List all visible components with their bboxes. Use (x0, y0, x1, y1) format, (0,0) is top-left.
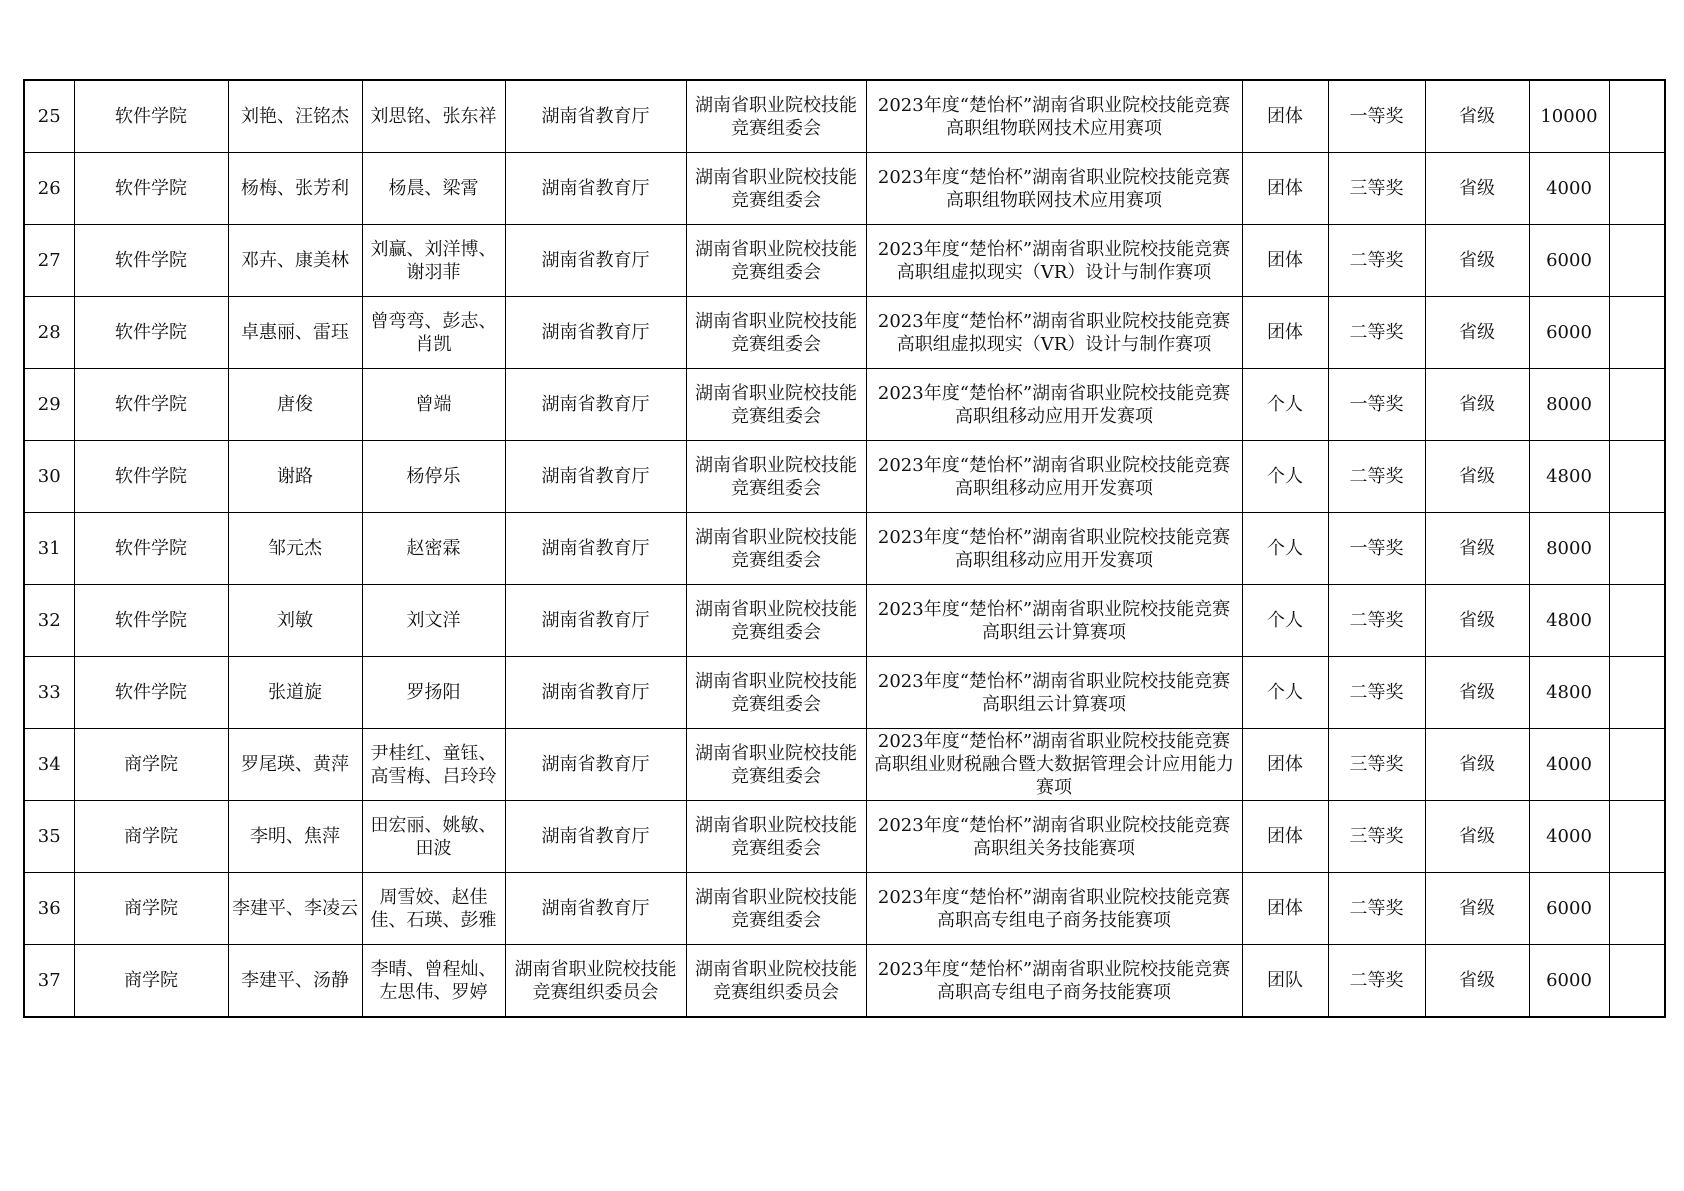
organizer-cell: 湖南省职业院校技能竞赛组织委员会 (686, 945, 866, 1018)
organizer-cell: 湖南省职业院校技能竞赛组委会 (686, 153, 866, 225)
issuer-cell: 湖南省教育厅 (505, 585, 686, 657)
organizer-cell: 湖南省职业院校技能竞赛组委会 (686, 729, 866, 801)
table-row (24, 225, 1665, 297)
issuer-cell: 湖南省教育厅 (505, 513, 686, 585)
row-number-cell: 28 (24, 297, 74, 369)
note-cell (1609, 153, 1665, 225)
organizer-cell: 湖南省职业院校技能竞赛组委会 (686, 225, 866, 297)
note-cell (1609, 80, 1665, 153)
amount-cell: 6000 (1529, 945, 1609, 1018)
table-row (24, 441, 1665, 513)
row-number-cell: 33 (24, 657, 74, 729)
amount-cell: 8000 (1529, 513, 1609, 585)
level-cell: 省级 (1425, 657, 1529, 729)
college-cell: 软件学院 (74, 657, 228, 729)
organizer-cell: 湖南省职业院校技能竞赛组委会 (686, 657, 866, 729)
type-cell: 团体 (1242, 153, 1328, 225)
teachers-cell: 张道旋 (228, 657, 362, 729)
students-cell: 尹桂红、童钰、高雪梅、吕玲玲 (362, 729, 505, 801)
college-cell: 商学院 (74, 801, 228, 873)
organizer-cell: 湖南省职业院校技能竞赛组委会 (686, 369, 866, 441)
type-cell: 个人 (1242, 441, 1328, 513)
issuer-cell: 湖南省教育厅 (505, 297, 686, 369)
competition-cell: 2023年度“楚怡杯”湖南省职业院校技能竞赛高职组云计算赛项 (866, 657, 1242, 729)
college-cell: 软件学院 (74, 80, 228, 153)
teachers-cell: 李建平、汤静 (228, 945, 362, 1018)
students-cell: 李晴、曾程灿、左思伟、罗婷 (362, 945, 505, 1018)
type-cell: 个人 (1242, 369, 1328, 441)
award-cell: 二等奖 (1328, 441, 1425, 513)
organizer-cell: 湖南省职业院校技能竞赛组委会 (686, 585, 866, 657)
level-cell: 省级 (1425, 153, 1529, 225)
issuer-cell: 湖南省教育厅 (505, 801, 686, 873)
level-cell: 省级 (1425, 369, 1529, 441)
students-cell: 杨停乐 (362, 441, 505, 513)
table-row (24, 513, 1665, 585)
note-cell (1609, 657, 1665, 729)
level-cell: 省级 (1425, 801, 1529, 873)
type-cell: 个人 (1242, 657, 1328, 729)
row-number-cell: 30 (24, 441, 74, 513)
teachers-cell: 唐俊 (228, 369, 362, 441)
students-cell: 刘文洋 (362, 585, 505, 657)
teachers-cell: 刘敏 (228, 585, 362, 657)
students-cell: 刘思铭、张东祥 (362, 80, 505, 153)
competition-cell: 2023年度“楚怡杯”湖南省职业院校技能竞赛高职组虚拟现实（VR）设计与制作赛项 (866, 225, 1242, 297)
type-cell: 团体 (1242, 225, 1328, 297)
level-cell: 省级 (1425, 729, 1529, 801)
teachers-cell: 卓惠丽、雷珏 (228, 297, 362, 369)
awards-table (23, 79, 1666, 1018)
award-cell: 三等奖 (1328, 729, 1425, 801)
row-number-cell: 25 (24, 80, 74, 153)
award-cell: 三等奖 (1328, 153, 1425, 225)
table-row (24, 729, 1665, 801)
amount-cell: 4800 (1529, 441, 1609, 513)
amount-cell: 6000 (1529, 873, 1609, 945)
amount-cell: 4000 (1529, 729, 1609, 801)
teachers-cell: 李明、焦萍 (228, 801, 362, 873)
students-cell: 田宏丽、姚敏、田波 (362, 801, 505, 873)
award-cell: 二等奖 (1328, 657, 1425, 729)
issuer-cell: 湖南省教育厅 (505, 441, 686, 513)
note-cell (1609, 369, 1665, 441)
row-number-cell: 37 (24, 945, 74, 1018)
note-cell (1609, 873, 1665, 945)
award-cell: 二等奖 (1328, 873, 1425, 945)
competition-cell: 2023年度“楚怡杯”湖南省职业院校技能竞赛高职组移动应用开发赛项 (866, 513, 1242, 585)
amount-cell: 4800 (1529, 657, 1609, 729)
issuer-cell: 湖南省教育厅 (505, 225, 686, 297)
students-cell: 周雪姣、赵佳佳、石瑛、彭雅 (362, 873, 505, 945)
award-cell: 一等奖 (1328, 369, 1425, 441)
level-cell: 省级 (1425, 297, 1529, 369)
row-number-cell: 27 (24, 225, 74, 297)
level-cell: 省级 (1425, 513, 1529, 585)
competition-cell: 2023年度“楚怡杯”湖南省职业院校技能竞赛高职组移动应用开发赛项 (866, 441, 1242, 513)
row-number-cell: 32 (24, 585, 74, 657)
award-cell: 一等奖 (1328, 80, 1425, 153)
level-cell: 省级 (1425, 225, 1529, 297)
competition-cell: 2023年度“楚怡杯”湖南省职业院校技能竞赛高职高专组电子商务技能赛项 (866, 945, 1242, 1018)
table-row (24, 153, 1665, 225)
teachers-cell: 谢路 (228, 441, 362, 513)
students-cell: 赵密霖 (362, 513, 505, 585)
issuer-cell: 湖南省教育厅 (505, 369, 686, 441)
competition-cell: 2023年度“楚怡杯”湖南省职业院校技能竞赛高职组虚拟现实（VR）设计与制作赛项 (866, 297, 1242, 369)
level-cell: 省级 (1425, 945, 1529, 1018)
competition-cell: 2023年度“楚怡杯”湖南省职业院校技能竞赛高职组物联网技术应用赛项 (866, 153, 1242, 225)
row-number-cell: 26 (24, 153, 74, 225)
college-cell: 软件学院 (74, 225, 228, 297)
teachers-cell: 李建平、李凌云 (228, 873, 362, 945)
note-cell (1609, 441, 1665, 513)
students-cell: 刘赢、刘洋博、谢羽菲 (362, 225, 505, 297)
table-row (24, 297, 1665, 369)
note-cell (1609, 585, 1665, 657)
note-cell (1609, 225, 1665, 297)
teachers-cell: 罗尾瑛、黄萍 (228, 729, 362, 801)
type-cell: 团体 (1242, 729, 1328, 801)
table-row (24, 945, 1665, 1018)
note-cell (1609, 513, 1665, 585)
award-cell: 二等奖 (1328, 585, 1425, 657)
type-cell: 团体 (1242, 80, 1328, 153)
organizer-cell: 湖南省职业院校技能竞赛组委会 (686, 513, 866, 585)
table-row (24, 657, 1665, 729)
organizer-cell: 湖南省职业院校技能竞赛组委会 (686, 873, 866, 945)
competition-cell: 2023年度“楚怡杯”湖南省职业院校技能竞赛高职组物联网技术应用赛项 (866, 80, 1242, 153)
issuer-cell: 湖南省教育厅 (505, 729, 686, 801)
college-cell: 软件学院 (74, 585, 228, 657)
college-cell: 软件学院 (74, 153, 228, 225)
type-cell: 个人 (1242, 513, 1328, 585)
amount-cell: 4000 (1529, 801, 1609, 873)
organizer-cell: 湖南省职业院校技能竞赛组委会 (686, 297, 866, 369)
note-cell (1609, 945, 1665, 1018)
college-cell: 软件学院 (74, 441, 228, 513)
competition-cell: 2023年度“楚怡杯”湖南省职业院校技能竞赛高职组移动应用开发赛项 (866, 369, 1242, 441)
teachers-cell: 邓卉、康美林 (228, 225, 362, 297)
type-cell: 团体 (1242, 297, 1328, 369)
issuer-cell: 湖南省教育厅 (505, 153, 686, 225)
type-cell: 个人 (1242, 585, 1328, 657)
award-cell: 二等奖 (1328, 225, 1425, 297)
table-row (24, 80, 1665, 153)
college-cell: 商学院 (74, 729, 228, 801)
organizer-cell: 湖南省职业院校技能竞赛组委会 (686, 801, 866, 873)
row-number-cell: 34 (24, 729, 74, 801)
amount-cell: 8000 (1529, 369, 1609, 441)
note-cell (1609, 801, 1665, 873)
row-number-cell: 29 (24, 369, 74, 441)
students-cell: 曾弯弯、彭志、肖凯 (362, 297, 505, 369)
level-cell: 省级 (1425, 585, 1529, 657)
award-cell: 二等奖 (1328, 945, 1425, 1018)
table-row (24, 369, 1665, 441)
competition-cell: 2023年度“楚怡杯”湖南省职业院校技能竞赛高职组云计算赛项 (866, 585, 1242, 657)
organizer-cell: 湖南省职业院校技能竞赛组委会 (686, 441, 866, 513)
amount-cell: 4800 (1529, 585, 1609, 657)
amount-cell: 6000 (1529, 297, 1609, 369)
type-cell: 团队 (1242, 945, 1328, 1018)
competition-cell: 2023年度“楚怡杯”湖南省职业院校技能竞赛高职组业财税融合暨大数据管理会计应用能力赛项 (866, 729, 1242, 801)
level-cell: 省级 (1425, 873, 1529, 945)
award-cell: 三等奖 (1328, 801, 1425, 873)
students-cell: 曾端 (362, 369, 505, 441)
college-cell: 软件学院 (74, 369, 228, 441)
issuer-cell: 湖南省职业院校技能竞赛组织委员会 (505, 945, 686, 1018)
organizer-cell: 湖南省职业院校技能竞赛组委会 (686, 80, 866, 153)
issuer-cell: 湖南省教育厅 (505, 80, 686, 153)
award-cell: 二等奖 (1328, 297, 1425, 369)
row-number-cell: 35 (24, 801, 74, 873)
note-cell (1609, 729, 1665, 801)
type-cell: 团体 (1242, 801, 1328, 873)
college-cell: 商学院 (74, 945, 228, 1018)
college-cell: 商学院 (74, 873, 228, 945)
teachers-cell: 刘艳、汪铭杰 (228, 80, 362, 153)
competition-cell: 2023年度“楚怡杯”湖南省职业院校技能竞赛高职组关务技能赛项 (866, 801, 1242, 873)
teachers-cell: 杨梅、张芳利 (228, 153, 362, 225)
table-row (24, 585, 1665, 657)
level-cell: 省级 (1425, 441, 1529, 513)
issuer-cell: 湖南省教育厅 (505, 873, 686, 945)
college-cell: 软件学院 (74, 513, 228, 585)
amount-cell: 6000 (1529, 225, 1609, 297)
college-cell: 软件学院 (74, 297, 228, 369)
table-row (24, 801, 1665, 873)
teachers-cell: 邹元杰 (228, 513, 362, 585)
table-body (24, 80, 1665, 1017)
competition-cell: 2023年度“楚怡杯”湖南省职业院校技能竞赛高职高专组电子商务技能赛项 (866, 873, 1242, 945)
note-cell (1609, 297, 1665, 369)
students-cell: 杨晨、梁霄 (362, 153, 505, 225)
award-cell: 一等奖 (1328, 513, 1425, 585)
level-cell: 省级 (1425, 80, 1529, 153)
row-number-cell: 31 (24, 513, 74, 585)
students-cell: 罗扬阳 (362, 657, 505, 729)
row-number-cell: 36 (24, 873, 74, 945)
type-cell: 团体 (1242, 873, 1328, 945)
table-row (24, 873, 1665, 945)
amount-cell: 4000 (1529, 153, 1609, 225)
amount-cell: 10000 (1529, 80, 1609, 153)
issuer-cell: 湖南省教育厅 (505, 657, 686, 729)
